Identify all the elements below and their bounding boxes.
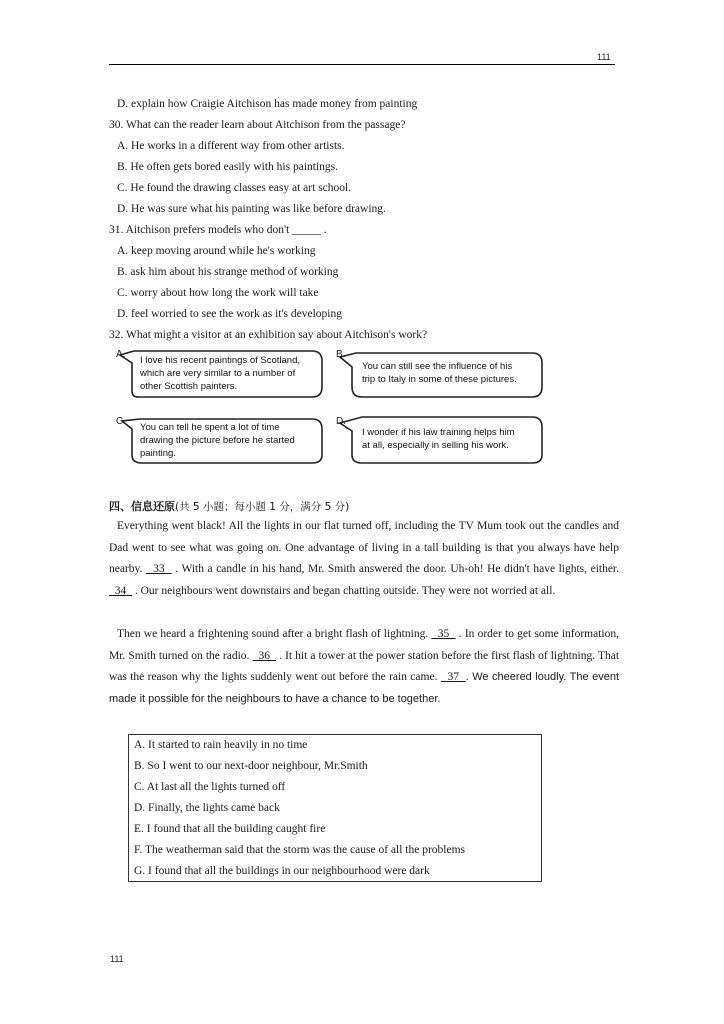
bubble-d-text: I wonder if his law training helps him at all, especially in selling his work. <box>362 427 515 451</box>
header-rule <box>109 64 615 65</box>
header-page-number: 111 <box>597 52 611 62</box>
q31-option-d: D. feel worried to see the work as it's developing <box>117 308 342 320</box>
blank-34: 34 <box>114 584 127 597</box>
q29-option-d: D. explain how Craigie Aitchison has made money from painting <box>117 98 418 110</box>
option-f: F. The weatherman said that the storm was the cause of all the problems <box>134 844 465 856</box>
q31-option-a: A. keep moving around while he's working <box>117 245 316 257</box>
q31-question: 31. Aitchison prefers models who don't _____ . <box>109 224 327 236</box>
blank-33: 33 <box>153 563 165 576</box>
blank-37: 37 <box>447 671 459 684</box>
q30-option-d: D. He was sure what his painting was like before drawing. <box>117 203 386 215</box>
option-e: E. I found that all the building caught fire <box>134 823 326 835</box>
option-a: A. It started to rain heavily in no time <box>134 739 308 751</box>
option-b: B. So I went to our next-door neighbour, Mr.Smith <box>134 760 368 772</box>
q30-option-c: C. He found the drawing classes easy at art school. <box>117 182 352 194</box>
q32-question: 32. What might a visitor at an exhibition say about Aitchison's work? <box>109 329 428 341</box>
section4-paragraph-2: Then we heard a frightening sound after a bright flash of lightning. 35 . In order to get some information, Mr. Smith turned on the radio. 36 . It hit a tower at the power station before the first flash of lightning. That was the reason why the lights suddenly went out before the rain came. 37 . We cheered loudly. The event made it possible for the neighbours to have a chance to be together. <box>109 628 620 705</box>
bubble-c-label: C. <box>116 416 126 427</box>
section4-paragraph-1: Everything went black! All the lights in our flat turned off, including the TV Mum took out the candles and Dad went to see what was going on. One advantage of living in a tall building is that you always have help nearby. 33 . With a candle in his hand, Mr. Smith answered the door. Uh-oh! He didn't have lights, either. 34 . Our neighbours went downstairs and began chatting outside. They were not worried at all. <box>109 520 620 597</box>
section4-title-bold: 四、信息还原 <box>109 500 175 513</box>
q30-question: 30. What can the reader learn about Aitchison from the passage? <box>109 119 406 131</box>
bubble-a-text: I love his recent paintings of Scotland, which are very similar to a number of other Scottish painters. <box>140 355 301 392</box>
options-box <box>128 734 542 882</box>
q31-option-b: B. ask him about his strange method of working <box>117 266 339 278</box>
option-d: D. Finally, the lights came back <box>134 802 280 814</box>
section4-title-rest: (共 5 小题；每小题 1 分，满分 5 分) <box>175 501 350 513</box>
bubble-b-text: You can still see the influence of his trip to Italy in some of these pictures. <box>362 361 517 385</box>
option-g: G. I found that all the buildings in our neighbourhood were dark <box>134 865 430 877</box>
q30-option-b: B. He often gets bored easily with his paintings. <box>117 161 339 173</box>
section4-title <box>109 500 349 514</box>
bubble-d-label: D. <box>336 416 346 427</box>
footer-page-number: 111 <box>110 954 124 964</box>
bubble-b-label: B. <box>336 349 346 360</box>
blank-35: 35 <box>437 628 450 640</box>
bubble-c-text: You can tell he spent a lot of time drawing the picture before he started painting. <box>140 422 295 459</box>
blank-36: 36 <box>258 649 271 662</box>
q30-option-a: A. He works in a different way from other artists. <box>117 140 345 152</box>
bubble-a-label: A. <box>116 349 126 360</box>
q31-option-c: C. worry about how long the work will take <box>117 287 319 299</box>
option-c: C. At last all the lights turned off <box>134 781 286 793</box>
